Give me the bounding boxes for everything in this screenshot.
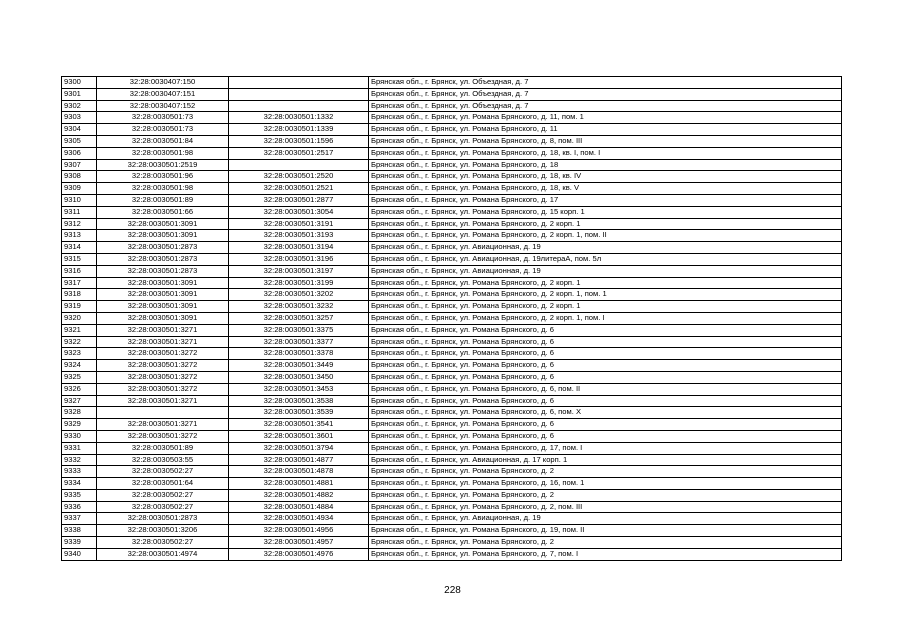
table-row <box>62 147 842 159</box>
address-cell: Брянская обл., г. Брянск, ул. Романа Брянского, д. 6, пом. II <box>369 383 842 395</box>
table-row <box>62 513 842 525</box>
row-number-cell: 9336 <box>62 501 97 513</box>
table-row <box>62 478 842 490</box>
parent-cadastral-cell: 32:28:0030501:3197 <box>229 265 369 277</box>
row-number-cell: 9305 <box>62 135 97 147</box>
cadastral-number-cell: 32:28:0030501:66 <box>97 206 229 218</box>
parent-cadastral-cell: 32:28:0030501:4934 <box>229 513 369 525</box>
table-row <box>62 88 842 100</box>
cadastral-number-cell: 32:28:0030407:152 <box>97 100 229 112</box>
parent-cadastral-cell: 32:28:0030501:4877 <box>229 454 369 466</box>
parent-cadastral-cell: 32:28:0030501:3194 <box>229 242 369 254</box>
table-row <box>62 100 842 112</box>
row-number-cell: 9339 <box>62 537 97 549</box>
page-number: 228 <box>444 585 461 596</box>
cadastral-number-cell: 32:28:0030501:84 <box>97 135 229 147</box>
address-cell: Брянская обл., г. Брянск, ул. Романа Брянского, д. 2 <box>369 466 842 478</box>
table-row <box>62 348 842 360</box>
table-row <box>62 265 842 277</box>
parent-cadastral-cell: 32:28:0030501:3232 <box>229 301 369 313</box>
address-cell: Брянская обл., г. Брянск, ул. Романа Брянского, д. 18, кв. I, пом. I <box>369 147 842 159</box>
row-number-cell: 9324 <box>62 360 97 372</box>
parent-cadastral-cell: 32:28:0030501:3375 <box>229 324 369 336</box>
table-row <box>62 336 842 348</box>
parent-cadastral-cell: 32:28:0030501:3193 <box>229 230 369 242</box>
row-number-cell: 9323 <box>62 348 97 360</box>
table-row <box>62 206 842 218</box>
cadastral-number-cell: 32:28:0030502:27 <box>97 501 229 513</box>
address-cell: Брянская обл., г. Брянск, ул. Романа Брянского, д. 18 <box>369 159 842 171</box>
cadastral-number-cell: 32:28:0030407:151 <box>97 88 229 100</box>
parent-cadastral-cell: 32:28:0030501:3257 <box>229 312 369 324</box>
table-row <box>62 77 842 89</box>
cadastral-number-cell: 32:28:0030501:3272 <box>97 383 229 395</box>
cadastral-number-cell: 32:28:0030501:3272 <box>97 430 229 442</box>
table-row <box>62 183 842 195</box>
cadastral-number-cell: 32:28:0030501:2873 <box>97 253 229 265</box>
parent-cadastral-cell: 32:28:0030501:3601 <box>229 430 369 442</box>
row-number-cell: 9307 <box>62 159 97 171</box>
table-row <box>62 277 842 289</box>
address-cell: Брянская обл., г. Брянск, ул. Романа Брянского, д. 6 <box>369 419 842 431</box>
parent-cadastral-cell: 32:28:0030501:3191 <box>229 218 369 230</box>
address-cell: Брянская обл., г. Брянск, ул. Авиационная, д. 19 <box>369 513 842 525</box>
row-number-cell: 9333 <box>62 466 97 478</box>
cadastral-number-cell: 32:28:0030501:3272 <box>97 371 229 383</box>
parent-cadastral-cell: 32:28:0030501:3449 <box>229 360 369 372</box>
address-cell: Брянская обл., г. Брянск, ул. Романа Брянского, д. 11, пом. 1 <box>369 112 842 124</box>
address-cell: Брянская обл., г. Брянск, ул. Романа Брянского, д. 6 <box>369 360 842 372</box>
table-row <box>62 371 842 383</box>
address-cell: Брянская обл., г. Брянск, ул. Объездная, д. 7 <box>369 77 842 89</box>
cadastral-number-cell: 32:28:0030407:150 <box>97 77 229 89</box>
cadastral-number-cell: 32:28:0030501:3091 <box>97 312 229 324</box>
parent-cadastral-cell: 32:28:0030501:4882 <box>229 489 369 501</box>
parent-cadastral-cell: 32:28:0030501:1339 <box>229 124 369 136</box>
address-cell: Брянская обл., г. Брянск, ул. Романа Брянского, д. 2 <box>369 489 842 501</box>
address-cell: Брянская обл., г. Брянск, ул. Романа Брянского, д. 2 корп. 1 <box>369 301 842 313</box>
address-cell: Брянская обл., г. Брянск, ул. Романа Брянского, д. 2 корп. 1 <box>369 277 842 289</box>
address-cell: Брянская обл., г. Брянск, ул. Романа Брянского, д. 6 <box>369 336 842 348</box>
parent-cadastral-cell <box>229 88 369 100</box>
cadastral-number-cell: 32:28:0030501:98 <box>97 183 229 195</box>
table-row <box>62 242 842 254</box>
table-row <box>62 194 842 206</box>
address-cell: Брянская обл., г. Брянск, ул. Романа Брянского, д. 8, пом. III <box>369 135 842 147</box>
parent-cadastral-cell <box>229 100 369 112</box>
address-cell: Брянская обл., г. Брянск, ул. Романа Брянского, д. 6 <box>369 348 842 360</box>
parent-cadastral-cell <box>229 77 369 89</box>
table-row <box>62 419 842 431</box>
table-row <box>62 395 842 407</box>
row-number-cell: 9340 <box>62 548 97 560</box>
cadastral-number-cell: 32:28:0030501:3271 <box>97 419 229 431</box>
cadastral-number-cell: 32:28:0030501:2873 <box>97 265 229 277</box>
address-cell: Брянская обл., г. Брянск, ул. Романа Брянского, д. 2 <box>369 537 842 549</box>
address-cell: Брянская обл., г. Брянск, ул. Объездная, д. 7 <box>369 100 842 112</box>
table-row <box>62 112 842 124</box>
table-row <box>62 489 842 501</box>
cadastral-number-cell: 32:28:0030501:2873 <box>97 513 229 525</box>
address-cell: Брянская обл., г. Брянск, ул. Романа Брянского, д. 6 <box>369 395 842 407</box>
row-number-cell: 9315 <box>62 253 97 265</box>
row-number-cell: 9319 <box>62 301 97 313</box>
table-row <box>62 218 842 230</box>
table-row <box>62 548 842 560</box>
parent-cadastral-cell: 32:28:0030501:4884 <box>229 501 369 513</box>
parent-cadastral-cell: 32:28:0030501:3541 <box>229 419 369 431</box>
row-number-cell: 9317 <box>62 277 97 289</box>
parent-cadastral-cell: 32:28:0030501:2521 <box>229 183 369 195</box>
row-number-cell: 9334 <box>62 478 97 490</box>
row-number-cell: 9338 <box>62 525 97 537</box>
cadastral-number-cell: 32:28:0030501:3206 <box>97 525 229 537</box>
table-row <box>62 159 842 171</box>
row-number-cell: 9327 <box>62 395 97 407</box>
table-row <box>62 383 842 395</box>
table-row <box>62 253 842 265</box>
parent-cadastral-cell: 32:28:0030501:3538 <box>229 395 369 407</box>
cadastral-number-cell: 32:28:0030501:3091 <box>97 218 229 230</box>
parent-cadastral-cell: 32:28:0030501:1332 <box>229 112 369 124</box>
cadastral-number-cell: 32:28:0030502:27 <box>97 489 229 501</box>
address-cell: Брянская обл., г. Брянск, ул. Романа Брянского, д. 15 корп. 1 <box>369 206 842 218</box>
row-number-cell: 9337 <box>62 513 97 525</box>
table-row <box>62 289 842 301</box>
parent-cadastral-cell: 32:28:0030501:2520 <box>229 171 369 183</box>
address-cell: Брянская обл., г. Брянск, ул. Авиационная, д. 19 <box>369 242 842 254</box>
cadastral-number-cell: 32:28:0030501:3271 <box>97 395 229 407</box>
address-cell: Брянская обл., г. Брянск, ул. Романа Брянского, д. 2, пом. III <box>369 501 842 513</box>
row-number-cell: 9308 <box>62 171 97 183</box>
address-cell: Брянская обл., г. Брянск, ул. Романа Брянского, д. 6 <box>369 371 842 383</box>
address-cell: Брянская обл., г. Брянск, ул. Романа Брянского, д. 18, кв. IV <box>369 171 842 183</box>
table-row <box>62 171 842 183</box>
address-cell: Брянская обл., г. Брянск, ул. Авиационная, д. 19 <box>369 265 842 277</box>
row-number-cell: 9332 <box>62 454 97 466</box>
address-cell: Брянская обл., г. Брянск, ул. Авиационная, д. 17 корп. 1 <box>369 454 842 466</box>
address-cell: Брянская обл., г. Брянск, ул. Романа Брянского, д. 11 <box>369 124 842 136</box>
cadastral-number-cell: 32:28:0030501:4974 <box>97 548 229 560</box>
cadastral-number-cell <box>97 407 229 419</box>
parent-cadastral-cell: 32:28:0030501:3453 <box>229 383 369 395</box>
cadastral-number-cell: 32:28:0030501:96 <box>97 171 229 183</box>
table-row <box>62 124 842 136</box>
row-number-cell: 9331 <box>62 442 97 454</box>
parent-cadastral-cell: 32:28:0030501:4976 <box>229 548 369 560</box>
parent-cadastral-cell: 32:28:0030501:3202 <box>229 289 369 301</box>
table-row <box>62 525 842 537</box>
parent-cadastral-cell: 32:28:0030501:2517 <box>229 147 369 159</box>
cadastral-number-cell: 32:28:0030501:3091 <box>97 277 229 289</box>
address-cell: Брянская обл., г. Брянск, ул. Романа Брянского, д. 2 корп. 1, пом. I <box>369 312 842 324</box>
row-number-cell: 9318 <box>62 289 97 301</box>
parent-cadastral-cell: 32:28:0030501:4956 <box>229 525 369 537</box>
address-cell: Брянская обл., г. Брянск, ул. Авиационная, д. 19литераА, пом. 5л <box>369 253 842 265</box>
cadastral-number-cell: 32:28:0030501:3272 <box>97 348 229 360</box>
address-cell: Брянская обл., г. Брянск, ул. Романа Брянского, д. 6, пом. X <box>369 407 842 419</box>
row-number-cell: 9328 <box>62 407 97 419</box>
address-cell: Брянская обл., г. Брянск, ул. Романа Брянского, д. 18, кв. V <box>369 183 842 195</box>
row-number-cell: 9300 <box>62 77 97 89</box>
table-row <box>62 301 842 313</box>
cadastral-number-cell: 32:28:0030501:2519 <box>97 159 229 171</box>
address-cell: Брянская обл., г. Брянск, ул. Романа Брянского, д. 2 корп. 1 <box>369 218 842 230</box>
cadastral-number-cell: 32:28:0030501:89 <box>97 442 229 454</box>
address-cell: Брянская обл., г. Брянск, ул. Романа Брянского, д. 16, пом. 1 <box>369 478 842 490</box>
cadastral-number-cell: 32:28:0030501:73 <box>97 124 229 136</box>
parent-cadastral-cell: 32:28:0030501:3794 <box>229 442 369 454</box>
cadastral-number-cell: 32:28:0030501:3272 <box>97 360 229 372</box>
row-number-cell: 9329 <box>62 419 97 431</box>
parent-cadastral-cell: 32:28:0030501:3196 <box>229 253 369 265</box>
table-row <box>62 454 842 466</box>
parent-cadastral-cell: 32:28:0030501:3054 <box>229 206 369 218</box>
cadastral-number-cell: 32:28:0030501:3271 <box>97 336 229 348</box>
row-number-cell: 9310 <box>62 194 97 206</box>
row-number-cell: 9316 <box>62 265 97 277</box>
table-row <box>62 407 842 419</box>
row-number-cell: 9326 <box>62 383 97 395</box>
row-number-cell: 9320 <box>62 312 97 324</box>
registry-table-body <box>62 77 842 561</box>
parent-cadastral-cell: 32:28:0030501:4957 <box>229 537 369 549</box>
parent-cadastral-cell: 32:28:0030501:1596 <box>229 135 369 147</box>
cadastral-number-cell: 32:28:0030501:64 <box>97 478 229 490</box>
address-cell: Брянская обл., г. Брянск, ул. Романа Брянского, д. 6 <box>369 430 842 442</box>
table-row <box>62 430 842 442</box>
parent-cadastral-cell: 32:28:0030501:3199 <box>229 277 369 289</box>
cadastral-number-cell: 32:28:0030501:3091 <box>97 301 229 313</box>
row-number-cell: 9301 <box>62 88 97 100</box>
address-cell: Брянская обл., г. Брянск, ул. Романа Брянского, д. 17, пом. I <box>369 442 842 454</box>
address-cell: Брянская обл., г. Брянск, ул. Романа Брянского, д. 6 <box>369 324 842 336</box>
row-number-cell: 9335 <box>62 489 97 501</box>
address-cell: Брянская обл., г. Брянск, ул. Романа Брянского, д. 2 корп. 1, пом. II <box>369 230 842 242</box>
address-cell: Брянская обл., г. Брянск, ул. Романа Брянского, д. 2 корп. 1, пом. 1 <box>369 289 842 301</box>
table-row <box>62 537 842 549</box>
row-number-cell: 9304 <box>62 124 97 136</box>
row-number-cell: 9325 <box>62 371 97 383</box>
table-row <box>62 324 842 336</box>
parent-cadastral-cell: 32:28:0030501:3378 <box>229 348 369 360</box>
parent-cadastral-cell: 32:28:0030501:2877 <box>229 194 369 206</box>
row-number-cell: 9309 <box>62 183 97 195</box>
row-number-cell: 9312 <box>62 218 97 230</box>
row-number-cell: 9311 <box>62 206 97 218</box>
row-number-cell: 9302 <box>62 100 97 112</box>
row-number-cell: 9303 <box>62 112 97 124</box>
table-row <box>62 501 842 513</box>
table-row <box>62 442 842 454</box>
row-number-cell: 9322 <box>62 336 97 348</box>
cadastral-number-cell: 32:28:0030501:73 <box>97 112 229 124</box>
cadastral-number-cell: 32:28:0030501:3091 <box>97 230 229 242</box>
cadastral-number-cell: 32:28:0030501:98 <box>97 147 229 159</box>
address-cell: Брянская обл., г. Брянск, ул. Объездная, д. 7 <box>369 88 842 100</box>
address-cell: Брянская обл., г. Брянск, ул. Романа Брянского, д. 19, пом. II <box>369 525 842 537</box>
parent-cadastral-cell: 32:28:0030501:4878 <box>229 466 369 478</box>
cadastral-number-cell: 32:28:0030501:3271 <box>97 324 229 336</box>
table-row <box>62 230 842 242</box>
parent-cadastral-cell: 32:28:0030501:4881 <box>229 478 369 490</box>
parent-cadastral-cell: 32:28:0030501:3539 <box>229 407 369 419</box>
cadastral-number-cell: 32:28:0030501:2873 <box>97 242 229 254</box>
row-number-cell: 9314 <box>62 242 97 254</box>
cadastral-number-cell: 32:28:0030501:89 <box>97 194 229 206</box>
table-row <box>62 312 842 324</box>
parent-cadastral-cell <box>229 159 369 171</box>
row-number-cell: 9330 <box>62 430 97 442</box>
parent-cadastral-cell: 32:28:0030501:3450 <box>229 371 369 383</box>
cadastral-number-cell: 32:28:0030501:3091 <box>97 289 229 301</box>
table-row <box>62 360 842 372</box>
registry-table <box>61 76 842 561</box>
cadastral-number-cell: 32:28:0030502:27 <box>97 537 229 549</box>
row-number-cell: 9313 <box>62 230 97 242</box>
address-cell: Брянская обл., г. Брянск, ул. Романа Брянского, д. 17 <box>369 194 842 206</box>
table-row <box>62 466 842 478</box>
row-number-cell: 9321 <box>62 324 97 336</box>
address-cell: Брянская обл., г. Брянск, ул. Романа Брянского, д. 7, пом. I <box>369 548 842 560</box>
parent-cadastral-cell: 32:28:0030501:3377 <box>229 336 369 348</box>
row-number-cell: 9306 <box>62 147 97 159</box>
cadastral-number-cell: 32:28:0030503:55 <box>97 454 229 466</box>
table-row <box>62 135 842 147</box>
cadastral-number-cell: 32:28:0030502:27 <box>97 466 229 478</box>
